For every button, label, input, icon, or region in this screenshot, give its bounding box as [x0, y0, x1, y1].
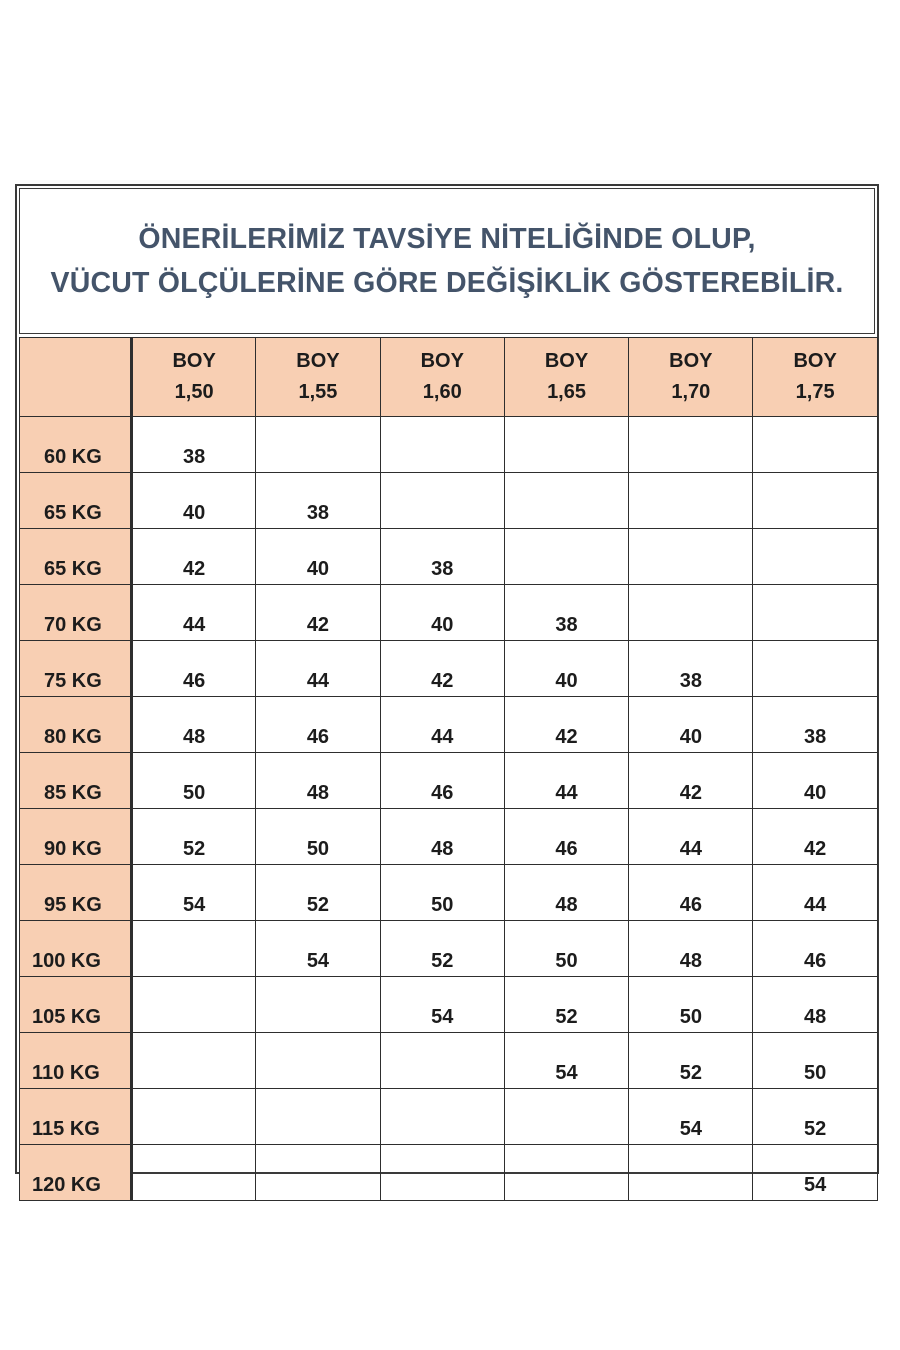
- height-header-label: BOY: [544, 350, 589, 372]
- size-cell: 46: [753, 921, 877, 977]
- size-cell: [629, 529, 753, 585]
- size-cell: 54: [504, 1033, 628, 1089]
- size-cell: [504, 473, 628, 529]
- disclaimer-line-1: ÖNERİLERİMİZ TAVSİYE NİTELİĞİNDE OLUP,: [138, 223, 756, 255]
- size-cell: [380, 1033, 504, 1089]
- size-cell: [753, 585, 877, 641]
- size-cell: 52: [256, 865, 380, 921]
- size-cell: [753, 473, 877, 529]
- size-cell: [753, 529, 877, 585]
- size-cell: 40: [629, 697, 753, 753]
- table-row: [20, 865, 878, 921]
- size-cell: [380, 473, 504, 529]
- table-row: [20, 809, 878, 865]
- size-cell: [504, 529, 628, 585]
- table-row: [20, 1033, 878, 1089]
- size-table-body: [20, 417, 878, 1201]
- size-cell: 50: [504, 921, 628, 977]
- weight-cell: 65 KG: [20, 473, 132, 529]
- height-header-label: BOY: [420, 350, 464, 372]
- size-cell: 42: [256, 585, 380, 641]
- size-cell: 46: [256, 697, 380, 753]
- height-column-header: [256, 338, 380, 417]
- size-cell: [132, 1089, 256, 1145]
- size-cell: 40: [753, 753, 877, 809]
- size-cell: [256, 1033, 380, 1089]
- size-cell: 48: [380, 809, 504, 865]
- size-cell: 46: [380, 753, 504, 809]
- size-cell: 44: [753, 865, 877, 921]
- size-cell: [256, 977, 380, 1033]
- table-row: [20, 417, 878, 473]
- size-cell: [380, 1145, 504, 1201]
- height-column-header: [132, 338, 256, 417]
- size-cell: 38: [504, 585, 628, 641]
- size-cell: [504, 1089, 628, 1145]
- size-cell: 38: [132, 417, 256, 473]
- size-cell: 50: [256, 809, 380, 865]
- size-cell: [256, 417, 380, 473]
- size-cell: 50: [629, 977, 753, 1033]
- disclaimer-line-2: VÜCUT ÖLÇÜLERİNE GÖRE DEĞİŞİKLİK GÖSTEREBİLİR.: [50, 267, 844, 299]
- table-row: [20, 753, 878, 809]
- size-cell: [380, 1089, 504, 1145]
- weight-cell: 115 KG: [20, 1089, 132, 1145]
- disclaimer-box: [19, 188, 875, 334]
- weight-cell: 70 KG: [20, 585, 132, 641]
- size-cell: 40: [256, 529, 380, 585]
- table-row: [20, 529, 878, 585]
- weight-cell: 90 KG: [20, 809, 132, 865]
- size-cell: 54: [629, 1089, 753, 1145]
- size-cell: 38: [629, 641, 753, 697]
- size-cell: 46: [629, 865, 753, 921]
- height-column-header: [504, 338, 628, 417]
- height-header-row: [20, 338, 878, 417]
- size-cell: 38: [256, 473, 380, 529]
- size-cell: [629, 417, 753, 473]
- size-cell: 40: [132, 473, 256, 529]
- weight-cell: 105 KG: [20, 977, 132, 1033]
- height-header-label: BOY: [296, 350, 340, 372]
- weight-cell: 75 KG: [20, 641, 132, 697]
- size-cell: 38: [380, 529, 504, 585]
- table-row: [20, 1089, 878, 1145]
- weight-cell: 85 KG: [20, 753, 132, 809]
- weight-cell: 65 KG: [20, 529, 132, 585]
- table-row: [20, 585, 878, 641]
- size-cell: 42: [504, 697, 628, 753]
- size-cell: [256, 1145, 380, 1201]
- height-column-header: [753, 338, 877, 417]
- size-cell: 52: [380, 921, 504, 977]
- size-cell: [629, 1145, 753, 1201]
- size-cell: 44: [504, 753, 628, 809]
- size-cell: 44: [629, 809, 753, 865]
- size-cell: [132, 977, 256, 1033]
- size-cell: 48: [753, 977, 877, 1033]
- size-cell: 42: [753, 809, 877, 865]
- size-cell: 44: [256, 641, 380, 697]
- size-cell: 48: [256, 753, 380, 809]
- size-cell: 52: [132, 809, 256, 865]
- size-cell: [132, 1033, 256, 1089]
- height-header-label: BOY: [172, 350, 216, 372]
- table-row: [20, 641, 878, 697]
- table-row: [20, 977, 878, 1033]
- table-row: [20, 473, 878, 529]
- height-header-value: 1,60: [422, 381, 462, 403]
- size-cell: 54: [753, 1145, 877, 1201]
- size-cell: 48: [629, 921, 753, 977]
- size-cell: [753, 641, 877, 697]
- height-column-header: [380, 338, 504, 417]
- weight-cell: 110 KG: [20, 1033, 132, 1089]
- size-cell: [629, 473, 753, 529]
- size-cell: [504, 417, 628, 473]
- size-cell: 48: [504, 865, 628, 921]
- height-header-value: 1,75: [795, 381, 835, 403]
- corner-cell: [20, 338, 132, 417]
- size-cell: 52: [629, 1033, 753, 1089]
- size-cell: 42: [132, 529, 256, 585]
- height-header-label: BOY: [793, 350, 837, 372]
- table-row: [20, 697, 878, 753]
- size-cell: 44: [380, 697, 504, 753]
- size-cell: [629, 585, 753, 641]
- weight-cell: 60 KG: [20, 417, 132, 473]
- size-cell: 40: [380, 585, 504, 641]
- size-cell: 52: [504, 977, 628, 1033]
- size-cell: [504, 1145, 628, 1201]
- size-cell: 48: [132, 697, 256, 753]
- size-cell: [753, 417, 877, 473]
- size-cell: 54: [132, 865, 256, 921]
- size-cell: 44: [132, 585, 256, 641]
- weight-cell: 95 KG: [20, 865, 132, 921]
- size-cell: 38: [753, 697, 877, 753]
- height-header-value: 1,50: [174, 381, 214, 403]
- table-row: [20, 1145, 878, 1201]
- size-cell: [380, 417, 504, 473]
- size-cell: 50: [753, 1033, 877, 1089]
- size-cell: 50: [132, 753, 256, 809]
- size-cell: 40: [504, 641, 628, 697]
- size-table: [19, 337, 878, 1201]
- height-header-label: BOY: [669, 350, 713, 372]
- size-cell: 42: [629, 753, 753, 809]
- size-cell: 52: [753, 1089, 877, 1145]
- weight-cell: 100 KG: [20, 921, 132, 977]
- size-cell: 42: [380, 641, 504, 697]
- size-cell: 46: [132, 641, 256, 697]
- size-cell: [132, 921, 256, 977]
- size-cell: [256, 1089, 380, 1145]
- height-header-value: 1,55: [298, 381, 338, 403]
- table-row: [20, 921, 878, 977]
- size-chart-frame: [15, 184, 879, 1196]
- height-header-value: 1,70: [671, 381, 711, 403]
- size-cell: [132, 1145, 256, 1201]
- size-cell: 46: [504, 809, 628, 865]
- height-column-header: [629, 338, 753, 417]
- size-cell: 54: [380, 977, 504, 1033]
- size-cell: 50: [380, 865, 504, 921]
- weight-cell: 120 KG: [20, 1145, 132, 1201]
- weight-cell: 80 KG: [20, 697, 132, 753]
- size-cell: 54: [256, 921, 380, 977]
- height-header-value: 1,65: [547, 381, 586, 403]
